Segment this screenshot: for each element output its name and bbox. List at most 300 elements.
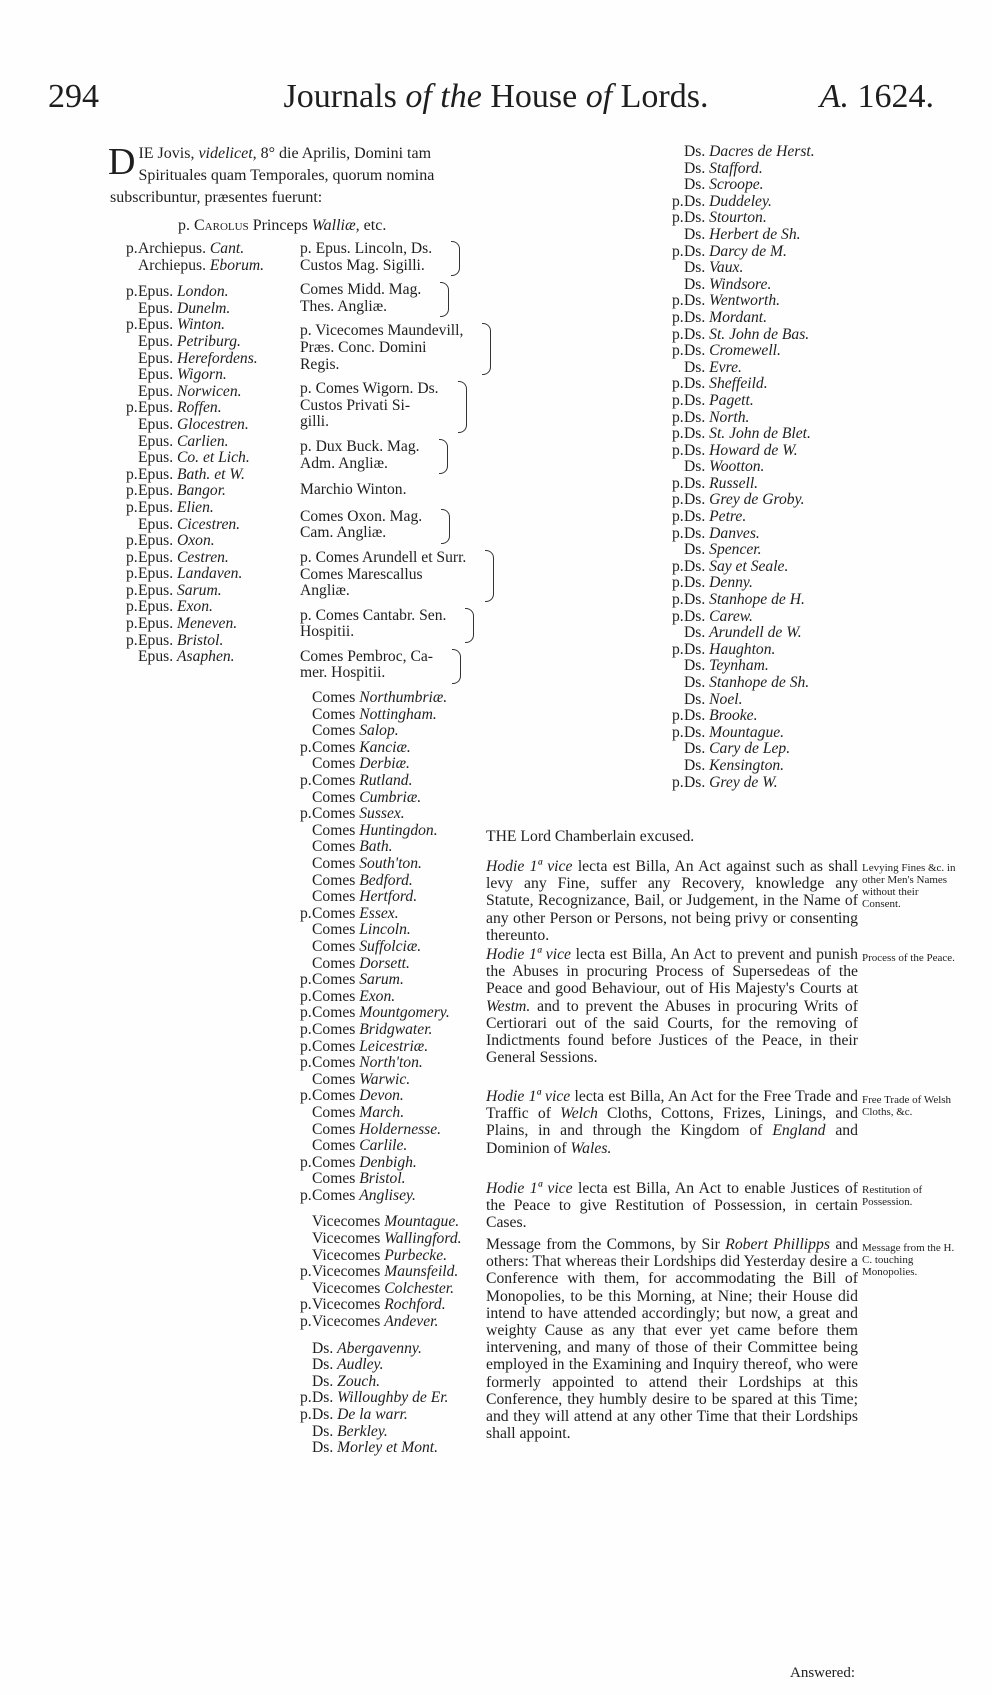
rank: Ds. bbox=[312, 1439, 338, 1457]
see-name: Grey de Groby. bbox=[709, 491, 805, 509]
present-mark: p. bbox=[672, 557, 684, 575]
see-name: Dacres de Herst. bbox=[709, 143, 815, 160]
see-name: Kanciæ. bbox=[359, 738, 411, 756]
bishop-row bbox=[126, 367, 264, 384]
marquess-line: Marchio Winton. bbox=[300, 481, 407, 499]
office-line: Comes Midd. Mag. bbox=[300, 281, 422, 299]
rank: Comes bbox=[312, 888, 360, 906]
baron-row bbox=[672, 675, 815, 692]
rank: Vicecomes bbox=[312, 1279, 385, 1297]
see-name: Sussex. bbox=[359, 805, 405, 823]
rank: Comes bbox=[312, 954, 360, 972]
see-name: Scroope. bbox=[709, 176, 764, 194]
earl-row bbox=[300, 756, 482, 773]
see-name: Salop. bbox=[359, 722, 399, 740]
rank: Epus. bbox=[138, 399, 177, 417]
baron-row bbox=[672, 327, 815, 344]
present-mark: p. bbox=[672, 491, 684, 509]
rank: Ds. bbox=[684, 192, 710, 210]
intro-paragraph: D IE Jovis, videlicet, 8° die Aprilis, Domini tam Spirituales quam Temporales, quorum nomina subscribuntur, præsentes fuerunt: bbox=[108, 141, 435, 206]
present-mark: p. bbox=[300, 971, 312, 989]
see-name: Cestren. bbox=[176, 548, 229, 566]
rank: Comes bbox=[312, 788, 360, 806]
baron-row bbox=[672, 443, 815, 460]
bishop-row bbox=[126, 317, 264, 334]
present-mark: p. bbox=[126, 565, 138, 583]
office-holder-group bbox=[300, 282, 437, 315]
rank: Ds. bbox=[684, 657, 710, 675]
page-header bbox=[0, 78, 992, 128]
see-name: Hertford. bbox=[359, 888, 418, 906]
bishop-row bbox=[126, 616, 264, 633]
rank: Ds. bbox=[684, 756, 710, 774]
rank: Epus. bbox=[138, 432, 177, 450]
see-name: Stourton. bbox=[709, 209, 767, 227]
rank: Comes bbox=[312, 1120, 360, 1138]
see-name: Eborum. bbox=[209, 256, 265, 274]
see-name: Cant. bbox=[209, 240, 245, 257]
see-name: Carlien. bbox=[176, 432, 229, 450]
brace bbox=[440, 282, 449, 317]
rank: Epus. bbox=[138, 382, 177, 400]
baron-row bbox=[672, 426, 815, 443]
rank: Vicecomes bbox=[312, 1213, 385, 1231]
present-mark: p. bbox=[672, 474, 684, 492]
baron-row bbox=[672, 592, 815, 609]
present-mark: p. bbox=[672, 591, 684, 609]
see-name: Pagett. bbox=[709, 391, 754, 409]
rank: Comes bbox=[312, 772, 360, 790]
see-name: Mountague. bbox=[384, 1213, 460, 1231]
rank: Ds. bbox=[684, 707, 710, 725]
rank: Comes bbox=[312, 971, 360, 989]
present-mark: p. bbox=[126, 615, 138, 633]
office-line: Adm. Angliæ. bbox=[300, 454, 388, 472]
earl-row bbox=[300, 1105, 482, 1122]
see-name: Bridgwater. bbox=[359, 1020, 433, 1038]
brace bbox=[439, 439, 448, 474]
office-holder-wrap bbox=[300, 439, 482, 480]
rank: Ds. bbox=[684, 143, 710, 160]
rank: Ds. bbox=[684, 740, 710, 758]
office-line: gilli. bbox=[300, 413, 330, 431]
see-name: Bristol. bbox=[176, 631, 224, 649]
bishop-row bbox=[126, 351, 264, 368]
rank: Epus. bbox=[138, 498, 177, 516]
see-name: Warwic. bbox=[359, 1070, 411, 1088]
office-holder-wrap bbox=[300, 649, 482, 690]
rank: Ds. bbox=[684, 275, 710, 293]
present-mark: p. bbox=[672, 342, 684, 360]
rank: Epus. bbox=[138, 415, 177, 433]
present-mark: p. bbox=[672, 574, 684, 592]
present-mark: p. bbox=[672, 707, 684, 725]
office-holder-wrap bbox=[300, 608, 482, 649]
rank: Comes bbox=[312, 689, 360, 707]
earl-row bbox=[300, 1155, 482, 1172]
office-holder-group bbox=[300, 241, 448, 274]
see-name: Dunelm. bbox=[176, 299, 231, 317]
office-holder-group bbox=[300, 608, 462, 641]
baron-row bbox=[672, 741, 815, 758]
rank: Ds. bbox=[684, 524, 710, 542]
present-mark: p. bbox=[126, 631, 138, 649]
present-mark: p. bbox=[126, 581, 138, 599]
rank: Ds. bbox=[312, 1389, 338, 1407]
rank: Epus. bbox=[138, 648, 177, 666]
baron-row bbox=[672, 376, 815, 393]
see-name: Denny. bbox=[709, 574, 753, 592]
bishop-row bbox=[126, 583, 264, 600]
office-holder-wrap bbox=[300, 381, 482, 439]
earl-row bbox=[300, 1188, 482, 1205]
rank: Comes bbox=[312, 722, 360, 740]
see-name: Mordant. bbox=[709, 308, 768, 326]
baron-row bbox=[672, 343, 815, 360]
rank: Ds. bbox=[684, 624, 710, 642]
bishop-row bbox=[126, 417, 264, 434]
bishop-row bbox=[126, 334, 264, 351]
present-mark: p. bbox=[300, 1087, 312, 1105]
bishops-column bbox=[126, 241, 264, 666]
baron-row bbox=[300, 1390, 482, 1407]
present-mark: p. bbox=[300, 1313, 312, 1331]
rank: Ds. bbox=[684, 358, 710, 376]
present-mark: p. bbox=[126, 532, 138, 550]
present-mark: p. bbox=[300, 772, 312, 790]
rank: Ds. bbox=[684, 723, 710, 741]
baron-row bbox=[672, 293, 815, 310]
see-name: Roffen. bbox=[176, 399, 222, 417]
rank: Ds. bbox=[684, 408, 710, 426]
baron-row bbox=[672, 393, 815, 410]
rank: Ds. bbox=[684, 325, 710, 343]
rank: Epus. bbox=[138, 515, 177, 533]
see-name: Derbiæ. bbox=[359, 755, 410, 773]
earl-row bbox=[300, 1055, 482, 1072]
earl-row bbox=[300, 889, 482, 906]
see-name: Exon. bbox=[359, 987, 396, 1005]
brace bbox=[458, 381, 467, 433]
baron-row bbox=[672, 542, 815, 559]
present-mark: p. bbox=[672, 607, 684, 625]
see-name: Zouch. bbox=[337, 1372, 381, 1390]
earl-row bbox=[300, 906, 482, 923]
present-mark: p. bbox=[672, 408, 684, 426]
present-mark: p. bbox=[300, 1296, 312, 1314]
rank: Ds. bbox=[312, 1339, 338, 1357]
baron-row bbox=[300, 1374, 482, 1391]
present-mark: p. bbox=[126, 498, 138, 516]
rank: Comes bbox=[312, 871, 360, 889]
see-name: De la warr. bbox=[337, 1406, 408, 1423]
baron-row bbox=[672, 509, 815, 526]
bill-paragraph-1: Hodie 1ª vice lecta est Billa, An Act against such as shall levy any Fine, suffer any Recovery, knowledge any Statute, Recognizance, Bail, or Judgement, in the Name of any other Person or Persons, not being privy or consenting thereunto. bbox=[486, 858, 859, 944]
baron-row bbox=[672, 177, 815, 194]
viscount-row bbox=[300, 1281, 482, 1298]
rank: Epus. bbox=[138, 482, 177, 500]
running-title: Journals of the House of Lords. bbox=[283, 78, 709, 115]
see-name: March. bbox=[359, 1103, 405, 1121]
see-name: Windsore. bbox=[709, 275, 772, 293]
earl-row bbox=[300, 823, 482, 840]
office-holder-group bbox=[300, 649, 449, 682]
rank: Epus. bbox=[138, 465, 177, 483]
brace bbox=[441, 509, 450, 544]
rank: Comes bbox=[312, 904, 360, 922]
present-mark: p. bbox=[672, 308, 684, 326]
see-name: Herbert de Sh. bbox=[709, 225, 801, 243]
rank: Ds. bbox=[684, 690, 710, 708]
brace bbox=[465, 608, 474, 643]
office-holder-wrap bbox=[300, 241, 482, 282]
office-line: p. Dux Buck. Mag. bbox=[300, 437, 420, 455]
rank: Vicecomes bbox=[312, 1263, 385, 1281]
rank: Ds. bbox=[312, 1372, 338, 1390]
see-name: Petre. bbox=[709, 508, 747, 526]
present-mark: p. bbox=[672, 441, 684, 459]
present-mark: p. bbox=[300, 1406, 312, 1423]
earl-row bbox=[300, 856, 482, 873]
present-mark: p. bbox=[300, 1020, 312, 1038]
present-mark: p. bbox=[300, 805, 312, 823]
see-name: Asaphen. bbox=[176, 648, 235, 666]
rank: Comes bbox=[312, 1004, 360, 1022]
see-name: Bath. bbox=[359, 838, 393, 856]
see-name: Carew. bbox=[709, 607, 753, 625]
bishop-row bbox=[126, 517, 264, 534]
see-name: Wootton. bbox=[709, 458, 765, 476]
see-name: North. bbox=[709, 408, 750, 426]
see-name: Bangor. bbox=[176, 482, 226, 500]
see-name: Cromewell. bbox=[709, 342, 781, 360]
office-holder-wrap bbox=[300, 550, 482, 608]
earl-row bbox=[300, 972, 482, 989]
baron-row bbox=[672, 526, 815, 543]
present-mark: p. bbox=[672, 640, 684, 658]
present-mark: p. bbox=[126, 399, 138, 417]
present-mark: p. bbox=[300, 904, 312, 922]
rank: Comes bbox=[312, 821, 360, 839]
see-name: Stanhope de H. bbox=[709, 591, 805, 609]
office-line: Comes Oxon. Mag. bbox=[300, 507, 423, 525]
viscount-row bbox=[300, 1264, 482, 1281]
baron-row bbox=[672, 609, 815, 626]
rank: Epus. bbox=[138, 631, 177, 649]
bishop-row bbox=[126, 483, 264, 500]
office-line: Thes. Angliæ. bbox=[300, 297, 388, 315]
baron-row bbox=[672, 410, 815, 427]
see-name: St. John de Blet. bbox=[709, 425, 811, 443]
office-holder-group bbox=[300, 550, 482, 600]
present-mark: p. bbox=[300, 1389, 312, 1407]
rank: Ds. bbox=[684, 674, 710, 691]
page-number: 294 bbox=[48, 78, 99, 115]
see-name: Bristol. bbox=[359, 1170, 406, 1188]
margin-note-5: Message from the H. C. touching Monopolies. bbox=[862, 1242, 955, 1278]
present-mark: p. bbox=[672, 325, 684, 343]
rank: Comes bbox=[312, 1170, 360, 1188]
rank: Ds. bbox=[684, 441, 710, 459]
rank: Ds. bbox=[684, 541, 710, 559]
baron-row bbox=[672, 227, 815, 244]
see-name: London. bbox=[176, 283, 229, 301]
baron-row bbox=[672, 758, 815, 775]
brace bbox=[452, 649, 461, 684]
see-name: Danves. bbox=[709, 524, 760, 542]
rank: Vicecomes bbox=[312, 1313, 385, 1331]
rank: Comes bbox=[312, 805, 360, 823]
present-mark: p. bbox=[672, 375, 684, 393]
bill-paragraph-4: Hodie 1ª vice lecta est Billa, An Act to enable Justices of the Peace to give Restitution of Possession, in certain Cases. bbox=[486, 1180, 858, 1232]
office-line: mer. Hospitii. bbox=[300, 664, 386, 682]
see-name: Audley. bbox=[337, 1356, 384, 1374]
see-name: Mountague. bbox=[709, 723, 785, 741]
see-name: Rochford. bbox=[384, 1296, 446, 1314]
baron-row bbox=[672, 260, 815, 277]
viscount-row bbox=[300, 1248, 482, 1265]
margin-note-3: Free Trade of Welsh Cloths, &c. bbox=[862, 1094, 952, 1118]
baron-row bbox=[300, 1341, 482, 1358]
see-name: Colchester. bbox=[384, 1279, 454, 1297]
office-line: Cam. Angliæ. bbox=[300, 524, 387, 542]
rank: Comes bbox=[312, 1103, 360, 1121]
rank: Epus. bbox=[138, 615, 177, 633]
baron-row bbox=[672, 194, 815, 211]
present-mark: p. bbox=[126, 465, 138, 483]
rank: Ds. bbox=[684, 773, 710, 791]
rank: Ds. bbox=[684, 342, 710, 360]
drop-cap: D bbox=[108, 141, 136, 183]
baron-row bbox=[672, 692, 815, 709]
present-mark: p. bbox=[672, 391, 684, 409]
present-mark: p. bbox=[300, 1054, 312, 1072]
earl-row bbox=[300, 707, 482, 724]
see-name: Bath. et W. bbox=[176, 465, 245, 483]
bishop-row bbox=[126, 284, 264, 301]
bishop-row bbox=[126, 500, 264, 517]
office-line: Præs. Conc. Domini bbox=[300, 338, 427, 356]
baron-row bbox=[672, 210, 815, 227]
baron-row bbox=[300, 1407, 482, 1424]
office-line: p. Comes Cantabr. Sen. bbox=[300, 606, 447, 624]
rank: Epus. bbox=[138, 581, 177, 599]
rank: Epus. bbox=[138, 449, 177, 467]
rank: Comes bbox=[312, 755, 360, 773]
present-mark: p. bbox=[126, 598, 138, 616]
earl-row bbox=[300, 839, 482, 856]
see-name: Devon. bbox=[359, 1087, 404, 1105]
see-name: Rutland. bbox=[359, 772, 413, 790]
rank: Epus. bbox=[138, 366, 177, 384]
rank: Ds. bbox=[684, 292, 710, 310]
earl-row bbox=[300, 873, 482, 890]
present-mark: p. bbox=[126, 548, 138, 566]
rank: Ds. bbox=[684, 557, 710, 575]
baron-row bbox=[672, 708, 815, 725]
see-name: Haughton. bbox=[709, 640, 776, 658]
rank: Archiepus. bbox=[138, 240, 210, 257]
rank: Ds. bbox=[684, 458, 710, 476]
see-name: Cumbriæ. bbox=[359, 788, 422, 806]
rank: Archiepus. bbox=[138, 256, 210, 274]
present-mark: p. bbox=[672, 524, 684, 542]
baron-row bbox=[672, 310, 815, 327]
year: A. 1624. bbox=[819, 78, 934, 115]
baron-row bbox=[672, 725, 815, 742]
earls-column bbox=[300, 241, 482, 1457]
office-line: Regis. bbox=[300, 355, 340, 373]
earl-row bbox=[300, 1022, 482, 1039]
earl-row bbox=[300, 790, 482, 807]
bishop-row bbox=[126, 301, 264, 318]
earl-row bbox=[300, 1138, 482, 1155]
see-name: Holdernesse. bbox=[359, 1120, 442, 1138]
office-line: Hospitii. bbox=[300, 623, 355, 641]
bishop-row bbox=[126, 550, 264, 567]
see-name: Oxon. bbox=[176, 532, 215, 550]
earl-row bbox=[300, 989, 482, 1006]
office-holder-wrap bbox=[300, 509, 482, 550]
see-name: Landaven. bbox=[176, 565, 243, 583]
rank: Ds. bbox=[684, 308, 710, 326]
bishop-row bbox=[126, 566, 264, 583]
viscount-row bbox=[300, 1297, 482, 1314]
present-mark: p. bbox=[672, 292, 684, 310]
baron-row bbox=[672, 476, 815, 493]
bishop-row bbox=[126, 450, 264, 467]
see-name: Howard de W. bbox=[709, 441, 798, 459]
see-name: Duddeley. bbox=[709, 192, 772, 210]
see-name: Darcy de M. bbox=[709, 242, 787, 260]
present-mark: p. bbox=[672, 209, 684, 227]
office-line: Custos Mag. Sigilli. bbox=[300, 256, 425, 274]
present-mark: p. bbox=[672, 425, 684, 443]
office-line: p. Epus. Lincoln, Ds. bbox=[300, 240, 433, 257]
present-mark: p. bbox=[126, 482, 138, 500]
present-mark: p. bbox=[672, 242, 684, 260]
baron-row bbox=[672, 360, 815, 377]
bill-paragraph-3: Hodie 1ª vice lecta est Billa, An Act for the Free Trade and Traffic of Welch Cloths, Cottons, Frizes, Linings, and Plains, in and through the Kingdom of England and Dominion of Wales. bbox=[486, 1088, 858, 1157]
rank: Comes bbox=[312, 838, 360, 856]
office-line: Comes Pembroc, Ca- bbox=[300, 647, 433, 665]
see-name: Evre. bbox=[709, 358, 742, 376]
margin-note-4: Restitution of Possession. bbox=[862, 1184, 923, 1208]
baron-row bbox=[672, 575, 815, 592]
see-name: Vaux. bbox=[709, 259, 744, 277]
earl-row bbox=[300, 939, 482, 956]
message-paragraph: Message from the Commons, by Sir Robert Phillipps and others: That whereas their Lordships did Yesterday desire a Conference with them, for accommodating the Bill of Monopolies, to be this Morning, at Nine; their House did intend to have attended accordingly; but now, a great and weighty Cause as any that ever yet came before them intervening, and many of those of their Committee being employed in the Examining and Inquiry thereof, who were formerly appointed to attend their Lordships at this Conference, they humbly desire to be spared at this Time; and they will attend at any other Time that their Lordships shall appoint. bbox=[486, 1236, 858, 1443]
earl-row bbox=[300, 1039, 482, 1056]
rank: Ds. bbox=[312, 1406, 338, 1423]
see-name: Elien. bbox=[176, 498, 214, 516]
rank: Ds. bbox=[684, 176, 710, 194]
see-name: Huntingdon. bbox=[359, 821, 438, 839]
see-name: Cary de Lep. bbox=[709, 740, 791, 758]
baron-row bbox=[300, 1424, 482, 1441]
office-line: p. Comes Wigorn. Ds. bbox=[300, 380, 439, 398]
see-name: Andever. bbox=[384, 1313, 439, 1331]
see-name: Norwicen. bbox=[176, 382, 242, 400]
margin-note-2: Process of the Peace. bbox=[862, 952, 955, 964]
rank: Epus. bbox=[138, 283, 177, 301]
present-mark: p. bbox=[126, 316, 138, 334]
see-name: Wigorn. bbox=[176, 366, 227, 384]
present-mark: p. bbox=[672, 723, 684, 741]
see-name: Spencer. bbox=[709, 541, 762, 559]
viscount-row bbox=[300, 1231, 482, 1248]
office-line: p. Comes Arundell et Surr. bbox=[300, 548, 467, 566]
